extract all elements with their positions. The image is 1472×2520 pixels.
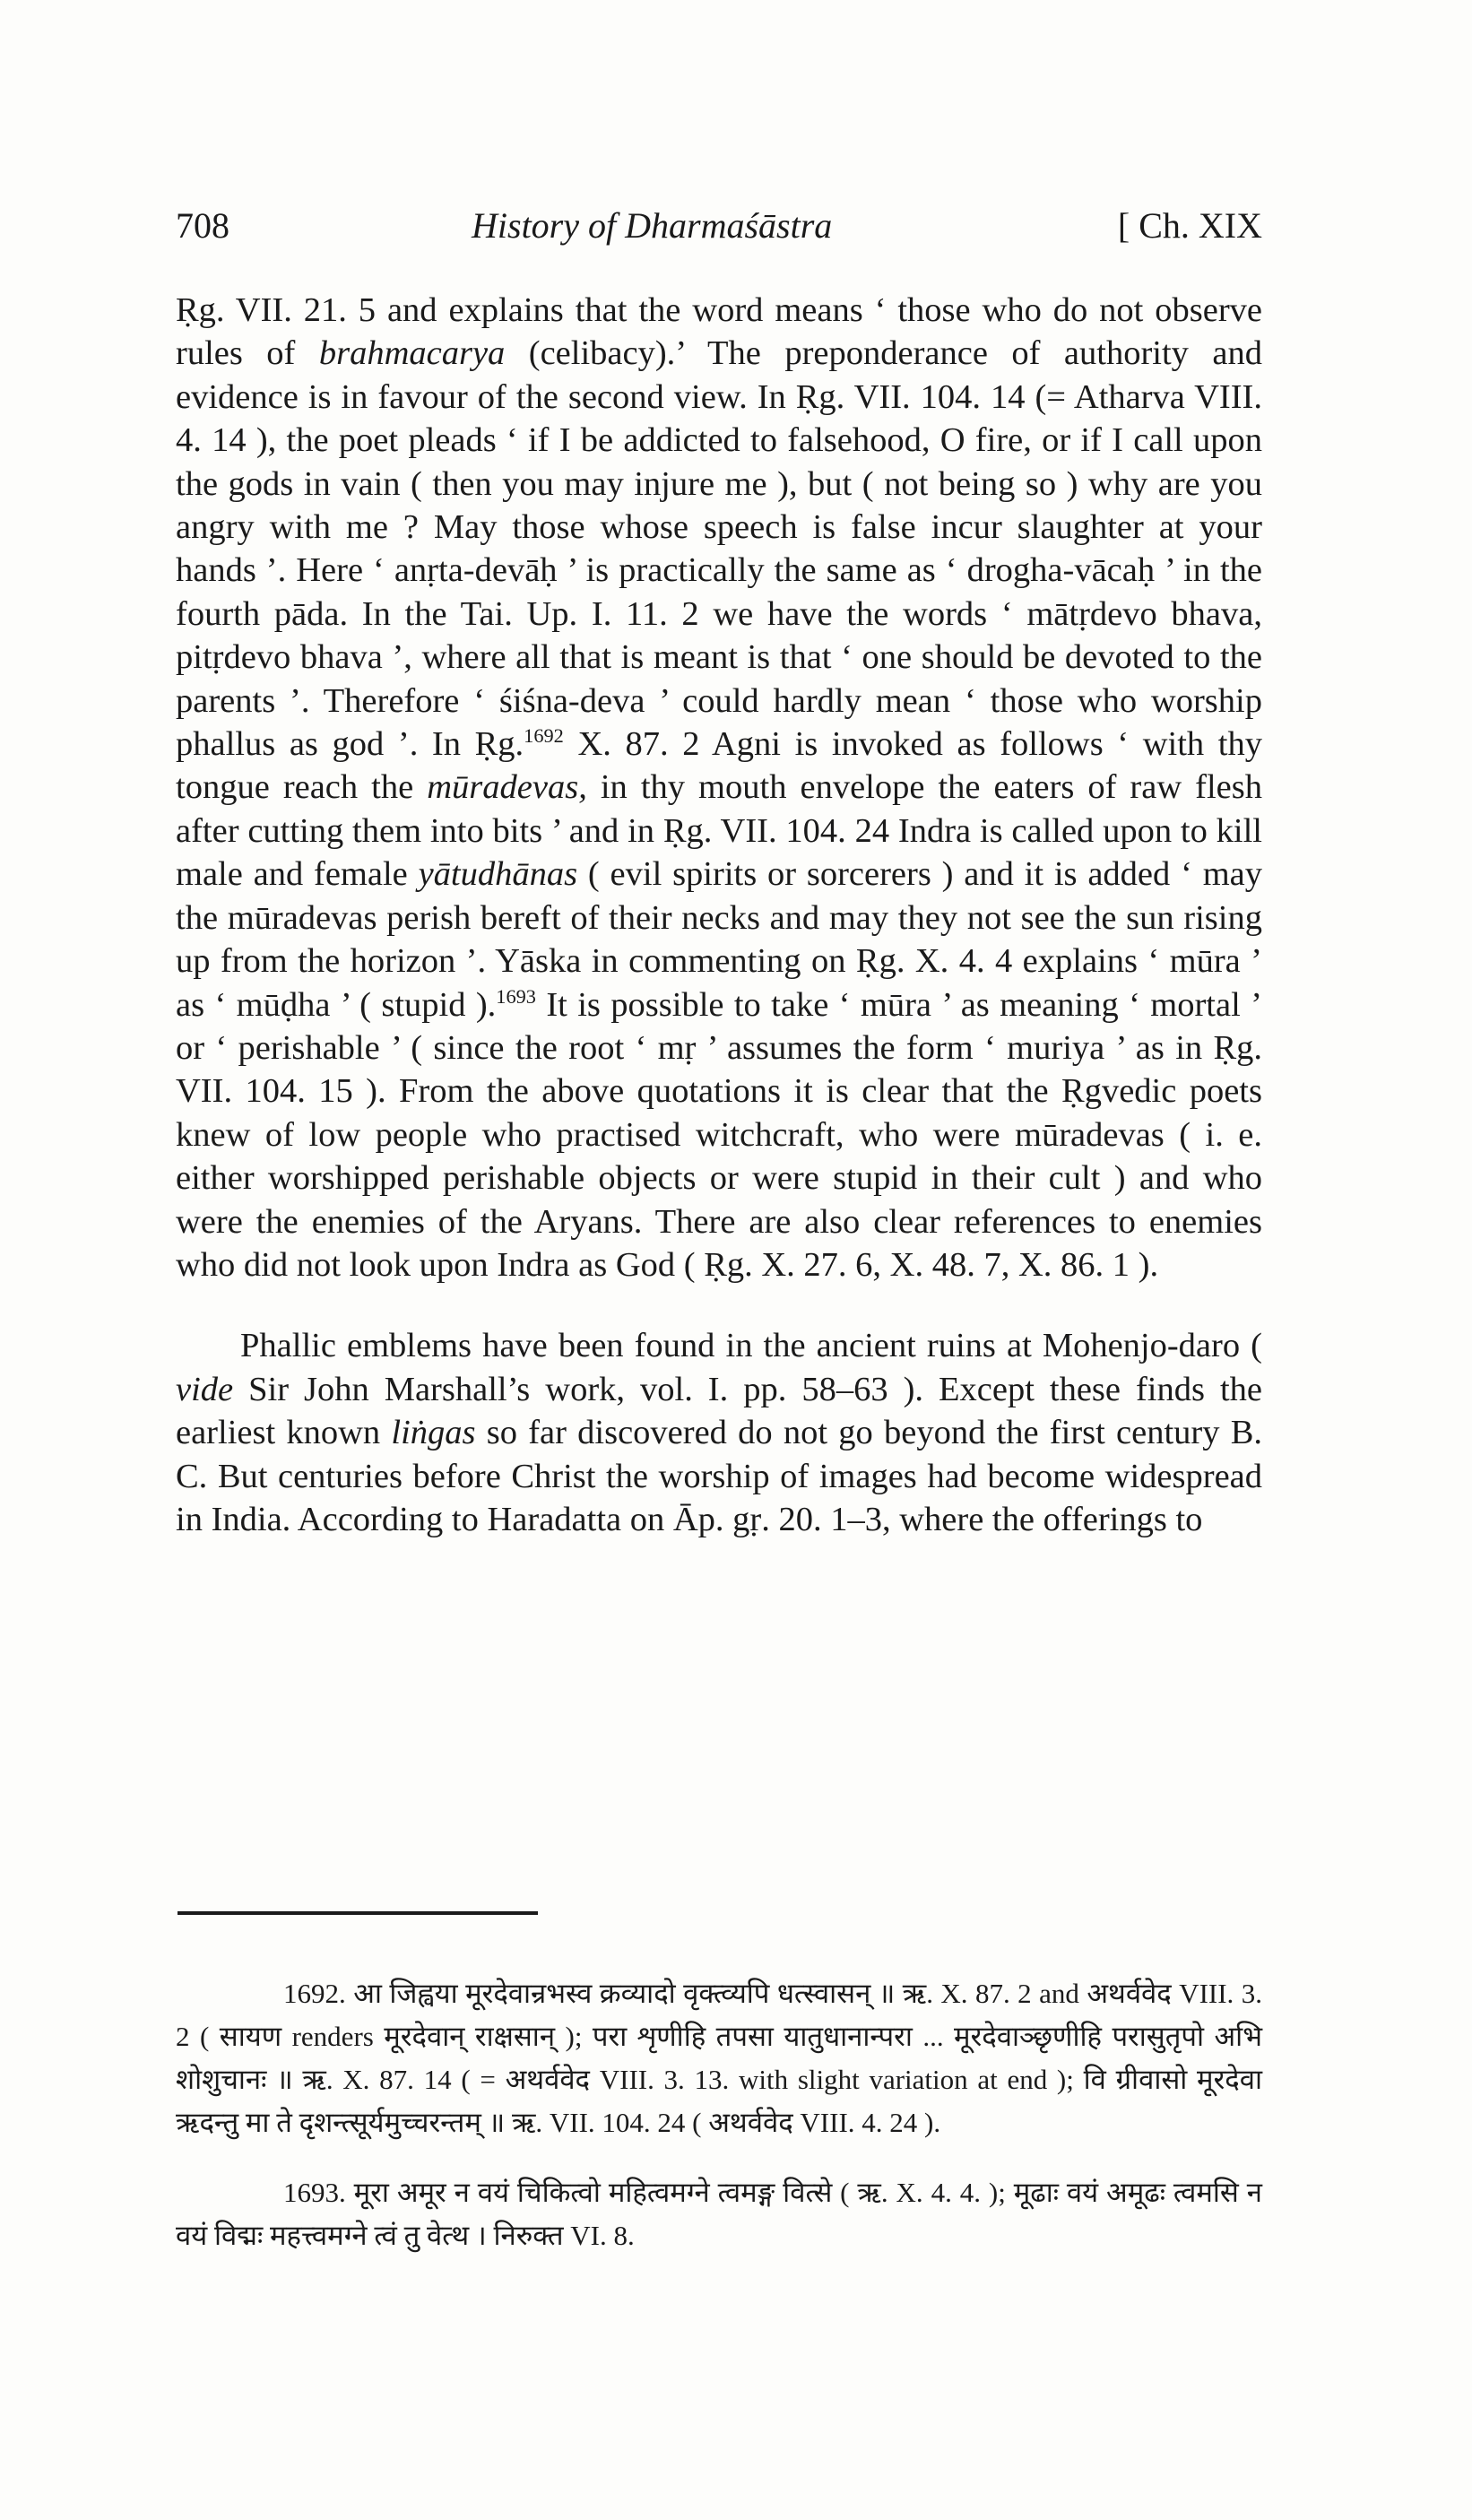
paragraph-1 bbox=[176, 289, 1262, 1286]
footnote-ref-1692[interactable]: 1692 bbox=[524, 724, 564, 748]
text-run: in thy mouth envelope the eaters of raw flesh after cutting them into bits ’ and in Ṛg. VII. 104. 24 Indra is called upon to kill male and female bbox=[176, 768, 1263, 894]
chapter-label: [ Ch. XIX bbox=[1117, 205, 1262, 246]
footnote-1693: 1693. मूरा अमूर न वयं चिकित्वो महित्वमग्ने त्वमङ्ग वित्से ( ऋ. X. 4. 4. ); मूढाः वयं अमूढः त्वमसि न वयं विद्मः महत्त्वमग्ने त्वं तु वेत्थ । निरुक्त VI. 8. bbox=[176, 2177, 1262, 2251]
italic-term: brahmacarya bbox=[318, 334, 506, 373]
italic-term: yātudhānas bbox=[418, 855, 578, 894]
page-header bbox=[176, 204, 1262, 258]
text-run: ( evil spirits or sorcerers ) and it is added ‘ may the mūradevas perish bereft of their necks and may they not see the sun rising up from the horizon ’. Yāska in commenting on Ṛg. X. 4. 4 explains ‘ mūra ’ as ‘ mūḍha ’ ( stupid ). bbox=[176, 855, 1262, 1024]
text-run: It is possible to take ‘ mūra ’ as meaning ‘ mortal ’ or ‘ perishable ’ ( since the root ‘ mṛ ’ assumes the form ‘ muriya ’ as in Ṛg. VII. 104. 15 ). From the above quotations it is clear that the Ṛgvedic poets knew of low people who practised witchcraft, who were mūradevas ( i. e. either worshipped perishable objects or were stupid in their cult ) and who were the enemies of the Aryans. There are also clear references to enemies who did not look upon Indra as God ( Ṛg. X. 27. 6, X. 48. 7, X. 86. 1 ). bbox=[176, 985, 1262, 1284]
italic-term: mūradevas, bbox=[427, 768, 587, 807]
italic-term: vide bbox=[176, 1370, 234, 1408]
italic-term: liṅgas bbox=[391, 1414, 476, 1452]
page-number: 708 bbox=[176, 205, 229, 246]
running-title: History of Dharmaśāstra bbox=[472, 205, 833, 246]
footnote-1692: 1692. आ जिह्वया मूरदेवान्रभस्व क्रव्यादो वृक्त्व्यपि धत्स्वासन् ॥ ऋ. X. 87. 2 and अथर्ववेद VIII. 3. 2 ( सायण renders मूरदेवान् राक्षसान् ); परा शृणीहि तपसा यातुधानान्परा ... मूरदेवाञ्छृणीहि परासुतृपो अभि शोशुचानः ॥ ऋ. X. 87. 14 ( = अथर्ववेद VIII. 3. 13. with slight variation at end ); वि ग्रीवासो मूरदेवा ऋदन्तु मा ते दृशन्त्सूर्यमुच्चरन्तम् ॥ ऋ. VII. 104. 24 ( अथर्ववेद VIII. 4. 24 ). bbox=[176, 1978, 1262, 2138]
text-run: (celibacy).’ The preponderance of authority and evidence is in favour of the second view. In Ṛg. VII. 104. 14 (= Atharva VIII. 4. 14 ), the poet pleads ‘ if I be addicted to falsehood, O fire, or if I call upon the gods in vain ( then you may injure me ), but ( not being so ) why are you angry with me ? May those whose speech is false incur slaughter at your hands ’. Here ‘ anṛta-devāḥ ’ is practically the same as ‘ drogha-vācaḥ ’ in the fourth pāda. In the Tai. Up. I. 11. 2 we have the words ‘ mātṛdevo bhava, pitṛdevo bhava ’, where all that is meant is that ‘ one should be devoted to the parents ’. Therefore ‘ śiśna-deva ’ could hardly mean ‘ those who worship phallus as god ’. In Ṛg. bbox=[176, 334, 1262, 764]
footnotes bbox=[176, 1972, 1262, 2284]
paragraph-2 bbox=[176, 1324, 1262, 1541]
text-run: Sir John Marshall’s work, vol. I. pp. 58–63 ). Except these finds the earliest known bbox=[176, 1370, 1262, 1452]
text-run: so far discovered do not go beyond the first century B. C. But centuries before Christ the worship of images had become widespread in India. According to Haradatta on Āp. gṛ. 20. 1–3, where the offerings to bbox=[176, 1414, 1263, 1538]
footnote-divider bbox=[178, 1911, 538, 1915]
text-run: Ṛg. VII. 21. 5 and explains that the word means ‘ those who do not observe rules of bbox=[176, 291, 1262, 373]
text-run: Phallic emblems have been found in the ancient ruins at Mohenjo-daro ( bbox=[240, 1327, 1262, 1365]
text-run: X. 87. 2 Agni is invoked as follows ‘ with thy tongue reach the bbox=[176, 725, 1262, 807]
footnote-ref-1693[interactable]: 1693 bbox=[496, 984, 536, 1008]
main-text bbox=[176, 289, 1262, 1541]
